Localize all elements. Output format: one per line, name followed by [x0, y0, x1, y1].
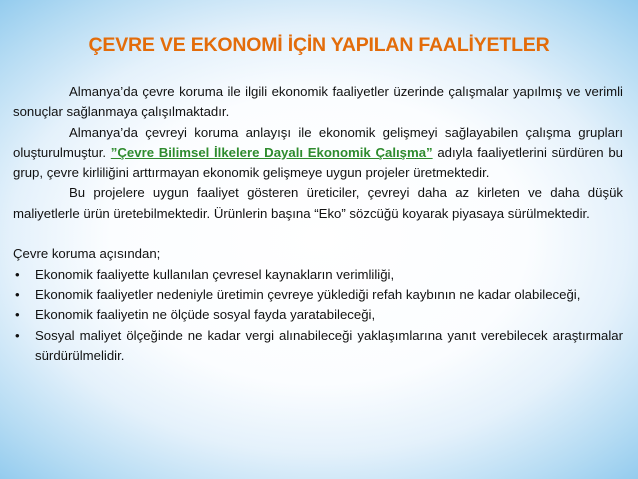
list-item-text: Ekonomik faaliyetler nedeniyle üretimin çevreye yüklediği refah kaybının ne kadar olabileceği,	[35, 286, 581, 302]
paragraph-2-text-start: Almanya’da çevreyi koruma anlayışı ile ekonomik gelişmeyi sağlayabilen çalışma grupları oluşturulmuştur.	[13, 124, 623, 160]
list-item-text: Ekonomik faaliyette kullanılan çevresel kaynakların verimliliği,	[35, 266, 395, 282]
bullet-icon: •	[15, 327, 20, 343]
bullet-icon: •	[15, 307, 20, 323]
list-item	[13, 265, 623, 285]
list-item	[13, 326, 623, 367]
slide-title: ÇEVRE VE EKONOMİ İÇİN YAPILAN FAALİYETLER	[88, 34, 550, 56]
paragraph-2-text-end: adıyla faaliyetlerini sürdüren bu grup, çevre kirliliğini arttırmayan ekonomik gelişmeye uygun projeler üretmektedir.	[13, 144, 623, 181]
paragraph-3: Bu projelere uygun faaliyet gösteren üreticiler, çevreyi daha az kirleten ve daha düşük maliyetlerle ürün üretebilmektedir. Ürünlerin başına “Eko” sözcüğü koyarak piyasaya sürülmektedir.	[13, 185, 623, 221]
list-item-text: Sosyal maliyet ölçeğinde ne kadar vergi alınabileceği yaklaşımlarına yanıt verebilecek araştırmalar sürdürülmelidir.	[35, 327, 623, 363]
list-item-text: Ekonomik faaliyetin ne ölçüde sosyal fayda yaratabileceği,	[35, 307, 376, 323]
list-item	[13, 285, 623, 305]
list-lead: Çevre koruma açısından;	[13, 246, 161, 262]
list-item	[13, 305, 623, 325]
bullet-icon: •	[15, 266, 20, 282]
bullet-icon: •	[15, 286, 20, 302]
paragraph-2	[13, 123, 623, 184]
spacer	[13, 224, 623, 244]
highlighted-group-name: ”Çevre Bilimsel İlkelere Dayalı Ekonomik Çalışma”	[110, 144, 433, 160]
slide-body	[13, 82, 623, 366]
bullet-list	[13, 265, 623, 366]
paragraph-1: Almanya’da çevre koruma ile ilgili ekonomik faaliyetler üzerinde çalışmalar yapılmış ve verimli sonuçlar sağlanmaya çalışılmaktadır.	[13, 84, 623, 120]
